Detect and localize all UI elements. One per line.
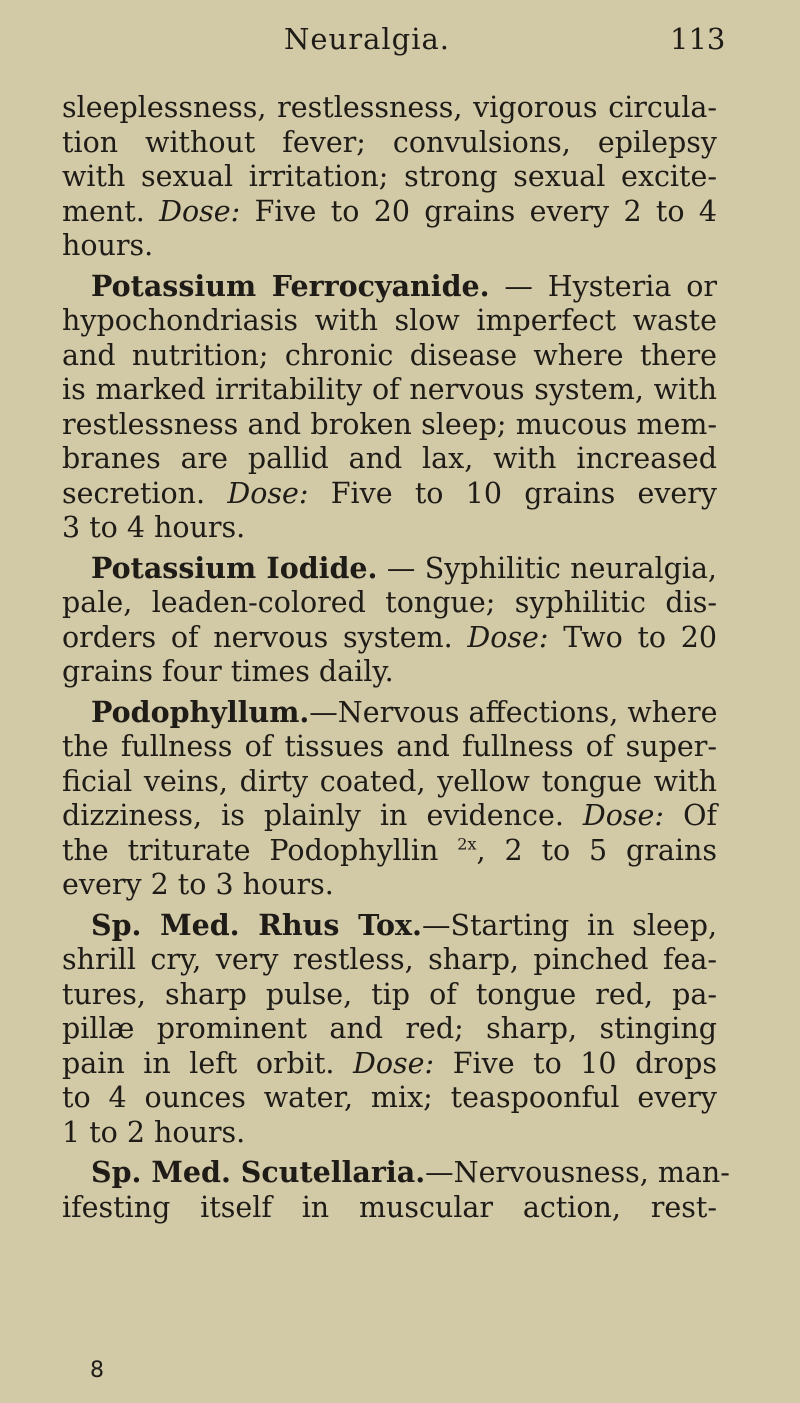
dose-label: Dose: (227, 476, 309, 510)
text-line: hypochondriasis with slow imperfect waste (62, 304, 717, 337)
text-line: 3 to 4 hours. (62, 511, 246, 544)
text-span: dizziness, is plainly in evidence. (62, 799, 564, 832)
remedy-name: Potassium Iodide. (91, 550, 378, 585)
running-title: Neuralgia. (284, 22, 450, 56)
dose-label: Dose: (353, 1046, 435, 1080)
text-line: branes are pallid and lax, with increased (62, 442, 717, 475)
text-line (62, 551, 717, 587)
body-text (62, 91, 730, 1225)
text-span: Two to 20 (563, 620, 718, 654)
text-line: ifesting itself in muscular action, rest- (62, 1190, 717, 1224)
text-line: hours. (62, 229, 154, 262)
text-line (62, 195, 717, 230)
superscript: 2x (457, 834, 477, 853)
text-line (62, 908, 717, 944)
text-line: shrill cry, very restless, sharp, pinched fea- (62, 943, 717, 976)
text-line: sleeplessness, restlessness, vigorous circula- (62, 91, 717, 124)
paragraph (62, 1155, 730, 1225)
page-header (0, 22, 800, 62)
paragraph (62, 551, 717, 690)
text-span: Five to 20 grains every 2 to 4 (254, 194, 718, 228)
text-line: the fullness of tissues and fullness of super- (62, 730, 717, 763)
text-span: — Syphilitic neuralgia, (377, 551, 717, 585)
text-span: Five to 10 drops (452, 1046, 718, 1080)
paragraph (62, 908, 717, 1151)
text-line: to 4 ounces water, mix; teaspoonful every (62, 1081, 717, 1114)
text-line (62, 695, 717, 731)
text-line: 1 to 2 hours. (62, 1115, 246, 1149)
text-span: Five to 10 grains every (330, 476, 718, 510)
dose-label: Dose: (159, 194, 241, 228)
text-line (62, 834, 717, 869)
remedy-name: Sp. Med. Rhus Tox. (91, 907, 422, 942)
text-line (62, 1047, 717, 1082)
paragraph (62, 695, 717, 903)
remedy-name: Potassium Ferrocyanide. (91, 268, 490, 303)
text-line: with sexual irritation; strong sexual excite- (62, 160, 717, 193)
text-line (62, 1155, 730, 1191)
text-span: the triturate Podophyllin (62, 833, 458, 867)
dose-label: Dose: (467, 620, 549, 654)
text-line: every 2 to 3 hours. (62, 868, 334, 901)
paragraph (62, 269, 717, 546)
text-line: pillæ prominent and red; sharp, stinging (62, 1012, 717, 1045)
text-line: ficial veins, dirty coated, yellow tongue with (62, 764, 717, 798)
text-span: — Hysteria or (489, 269, 717, 303)
text-line: tures, sharp pulse, tip of tongue red, pa- (62, 977, 717, 1011)
remedy-name: Sp. Med. Scutellaria. (91, 1155, 426, 1189)
text-line: restlessness and broken sleep; mucous mem- (62, 407, 717, 441)
text-line: is marked irritability of nervous system, with (62, 373, 717, 406)
text-line: and nutrition; chronic disease where there (62, 338, 717, 372)
text-line (62, 621, 717, 656)
text-line: grains four times daily. (62, 655, 394, 688)
text-span: orders of nervous system. (62, 620, 453, 654)
text-span: —Starting in sleep, (421, 908, 718, 942)
text-line (62, 477, 717, 512)
text-span: —Nervous affections, where (309, 695, 718, 729)
signature-mark: 8 (90, 1358, 104, 1383)
text-line: tion without fever; convulsions, epilepsy (62, 125, 717, 159)
text-line (62, 799, 717, 834)
remedy-name: Podophyllum. (91, 694, 310, 729)
text-span: Of (683, 799, 717, 832)
dose-label: Dose: (582, 799, 665, 832)
text-span: ment. (62, 194, 145, 228)
text-line: pale, leaden-colored tongue; syphilitic dis- (62, 586, 717, 619)
text-line (62, 269, 717, 305)
text-span: secretion. (62, 476, 206, 510)
paragraph (62, 91, 717, 264)
text-span: pain in left orbit. (62, 1046, 335, 1080)
page-number: 113 (670, 22, 726, 56)
text-span: , 2 to 5 grains (476, 833, 717, 867)
text-span: —Nervousness, man- (425, 1156, 730, 1189)
